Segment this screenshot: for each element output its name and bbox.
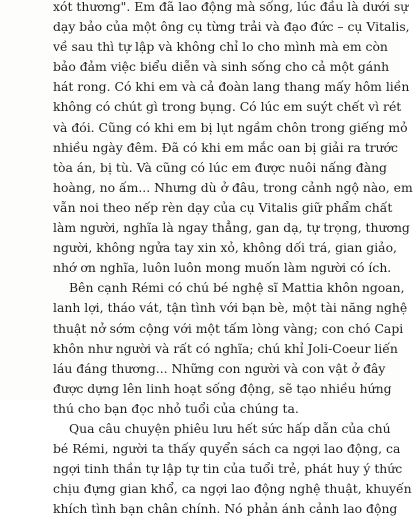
text-line: lanh lợi, tháo vát, tận tình với bạn bè, một tài năng nghệ	[53, 300, 408, 316]
text-line: bảo đảm việc biểu diễn và sinh sống cho cả một gánh	[53, 59, 390, 75]
text-line: dạy bảo của một ông cụ từng trải và đạo đức – cụ Vitalis,	[53, 19, 410, 35]
text-line: tòa án, bị tù. Và cũng có lúc em được nuôi nấng đàng	[53, 159, 387, 175]
text-line: láu đáng thương... Những con người và con vật ở đây	[53, 360, 386, 376]
text-line: không có chút gì trong bụng. Có lúc em suýt chết vì rét	[53, 99, 402, 115]
text-line: về sau thì tự lập và không chỉ lo cho mình mà em còn	[53, 39, 388, 55]
text-line: người, không ngửa tay xin xỏ, không dối trá, gian giảo,	[53, 240, 397, 256]
text-line: làm người, nghĩa là ngay thẳng, gan dạ, tự trọng, thương	[53, 220, 410, 236]
paragraph-1	[53, 0, 413, 278]
text-line: Bên cạnh Rémi có chú bé nghệ sĩ Mattia khôn ngoan,	[69, 280, 405, 296]
text-line: ngợi tinh thần tự lập tự tin của tuổi trẻ, phát huy ý thức	[53, 461, 403, 477]
text-line: bé Rémi, người ta thấy quyển sách ca ngợi lao động, ca	[53, 441, 401, 457]
text-line: được dựng lên linh hoạt sống động, sẽ tạo nhiều hứng	[53, 380, 392, 396]
paragraph-3	[53, 419, 412, 519]
text-line: hoàng, no ấm... Nhưng dù ở đâu, trong cảnh ngộ nào, em	[53, 179, 413, 195]
text-line: xót thương". Em đã lao động mà sống, lúc đầu là dưới sự	[53, 0, 409, 14]
text-line: hát rong. Có khi em và cả đoàn lang thang mấy hôm liền	[53, 79, 410, 95]
text-line: nhiều ngày đêm. Đã có khi em mắc oan bị giải ra trước	[53, 139, 398, 155]
text-line: khích tình bạn chân chính. Nó phản ánh cảnh lao động	[53, 501, 398, 517]
paragraph-2	[53, 278, 408, 419]
text-line: và đói. Cũng có khi em bị lụt ngầm chôn trong giếng mỏ	[53, 119, 408, 135]
page-text	[53, 0, 413, 519]
text-line: thú cho bạn đọc nhỏ tuổi của chúng ta.	[53, 400, 299, 416]
text-line: khôn như người và rất có nghĩa; chú khỉ Joli-Coeur liến	[53, 340, 398, 356]
text-line: Qua câu chuyện phiêu lưu hết sức hấp dẫn của chú	[69, 420, 391, 436]
text-line: thuật nở sớm cộng với một tấm lòng vàng; con chó Capi	[53, 320, 404, 336]
text-line: vẫn noi theo nếp rèn dạy của cụ Vitalis giữ phẩm chất	[53, 199, 393, 215]
text-line: nhớ ơn nghĩa, luôn luôn mong muốn làm người có ích.	[53, 260, 392, 276]
text-line: chịu đựng gian khổ, ca ngợi lao động nghệ thuật, khuyến	[53, 481, 412, 497]
